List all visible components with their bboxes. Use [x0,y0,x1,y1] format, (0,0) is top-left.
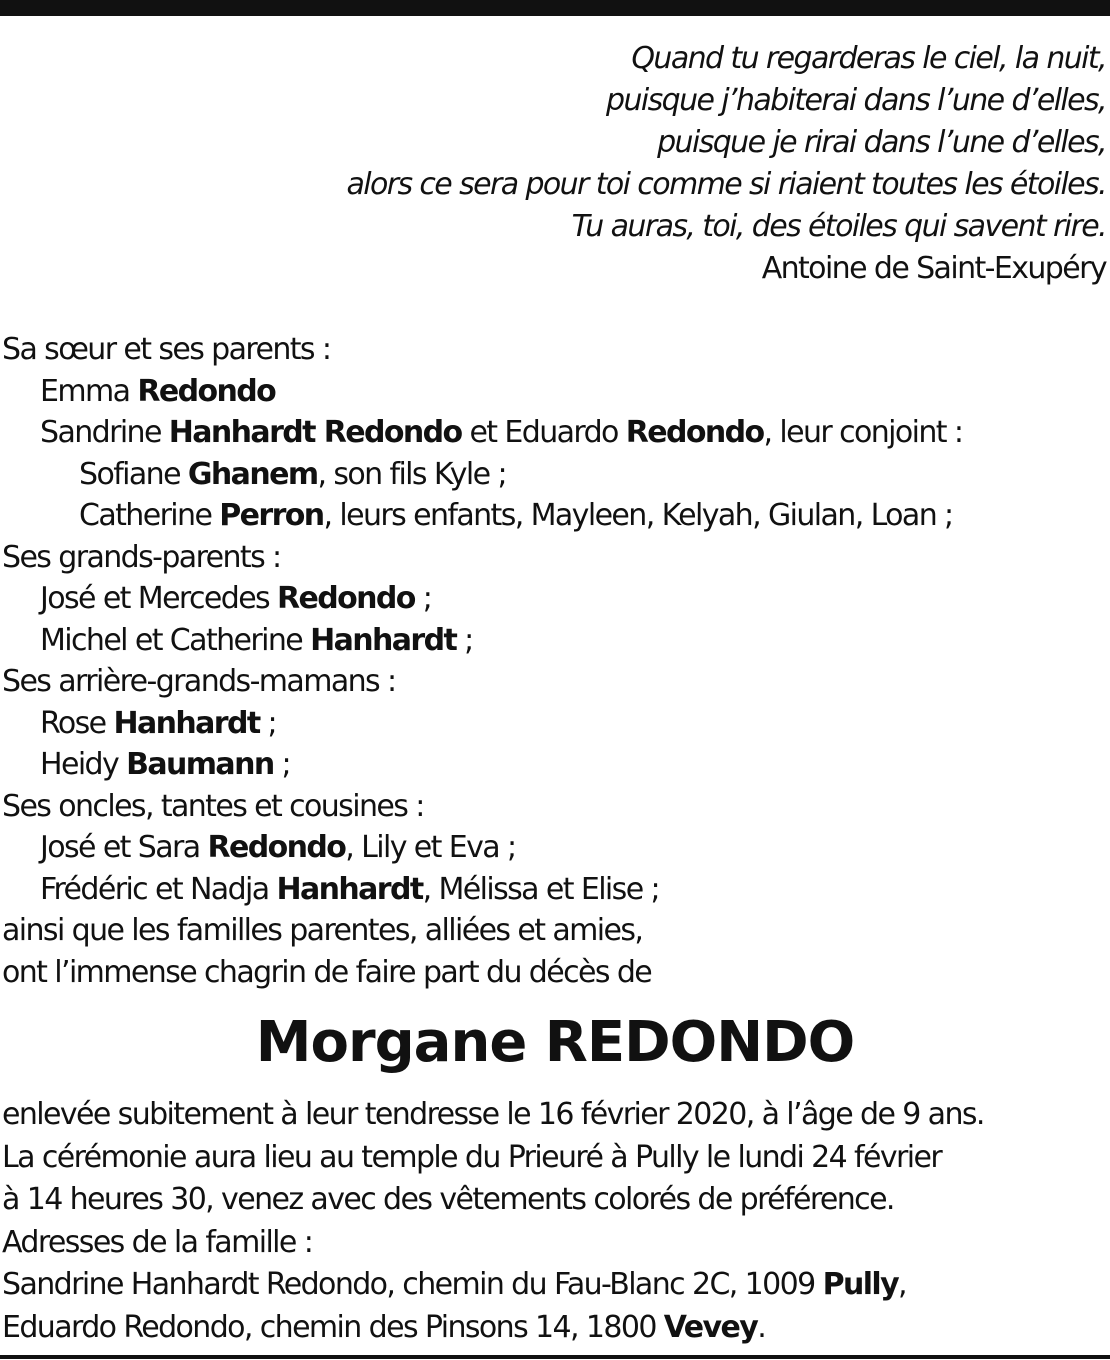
suffix-text: , Mélissa et Elise ; [422,871,659,907]
last-name: Perron [219,498,324,533]
poem-line: puisque je rirai dans l’une d’elles, [657,125,1106,160]
last-name: Hanhardt [113,705,260,741]
last-name: Ghanem [187,456,318,492]
family-list [2,329,1102,993]
first-name: Emma [40,373,130,409]
address-line [2,1264,1102,1307]
family-member-catherine-perron [2,495,1102,537]
addresses-heading: Adresses de la famille : [2,1224,313,1260]
poem-line: Tu auras, toi, des étoiles qui savent rire. [571,209,1106,244]
last-name: Redondo [277,581,415,616]
address-city: Vevey [663,1309,758,1345]
family-member-michel-catherine [2,620,1102,662]
epigraph-poem [106,38,1106,290]
family-member-sofiane [2,454,1102,496]
closing-line: à 14 heures 30, venez avec des vêtements colorés de préférence. [2,1182,894,1217]
family-member-jose-mercedes [2,578,1102,620]
suffix-text: ; [414,581,432,616]
first-name: Sandrine [40,415,161,450]
last-name: Redondo [625,415,764,450]
suffix-text: . [757,1309,766,1345]
closing-text [2,1094,1102,1349]
poem-line: Quand tu regarderas le ciel, la nuit, [631,41,1106,76]
bottom-rule [0,1355,1110,1359]
family-member-frederic-nadja [2,869,1102,911]
suffix-text: ; [273,747,291,782]
address-text: Sandrine Hanhardt Redondo, chemin du Fau-Blanc 2C, 1009 [2,1267,823,1302]
section-heading: Sa sœur et ses parents : [2,332,331,367]
last-name: Hanhardt [310,622,457,658]
family-member-rose [2,703,1102,745]
suffix-text: , son fils Kyle ; [317,456,506,492]
suffix-text: , leurs enfants, Mayleen, Kelyah, Giulan, Loan ; [323,498,953,533]
last-name: Baumann [126,747,274,782]
poem-author: Antoine de Saint-Exupéry [761,251,1106,286]
first-name: José et Sara [40,830,200,865]
first-name: Heidy [40,747,119,782]
section-heading: Ses arrière-grands-mamans : [2,664,396,699]
family-member-jose-sara [2,827,1102,869]
last-name: Hanhardt Redondo [168,415,462,450]
section-heading: Ses grands-parents : [2,539,281,575]
first-name: Frédéric et Nadja [40,871,269,907]
last-name: Redondo [137,373,276,409]
last-name: Hanhardt [276,871,423,907]
address-line [2,1307,1102,1350]
address-text: Eduardo Redondo, chemin des Pinsons 14, 1800 [2,1309,664,1345]
first-name: José et Mercedes [40,581,270,616]
section-heading: Ses oncles, tantes et cousines : [2,788,424,824]
family-member-parents [2,412,1102,454]
first-name: Sofiane [79,456,180,492]
families-line: ainsi que les familles parentes, alliées et amies, [2,913,643,948]
closing-line: enlevée subitement à leur tendresse le 16 février 2020, à l’âge de 9 ans. [2,1097,984,1132]
top-rule [0,0,1110,16]
suffix-text: , leur conjoint : [763,415,963,450]
suffix-text: ; [259,705,277,741]
family-member-heidy [2,744,1102,786]
family-member-emma [2,371,1102,413]
suffix-text: , [898,1267,906,1302]
announcement-line: ont l’immense chagrin de faire part du décès de [2,954,652,990]
poem-line: alors ce sera pour toi comme si riaient toutes les étoiles. [346,167,1106,202]
first-name: Rose [40,705,106,741]
deceased-name: Morgane REDONDO [255,1010,855,1075]
first-name: Catherine [79,498,212,533]
closing-line: La cérémonie aura lieu au temple du Prieuré à Pully le lundi 24 février [2,1139,942,1175]
address-city: Pully [822,1267,899,1302]
connector-text: et Eduardo [461,415,626,450]
first-name: Michel et Catherine [40,622,303,658]
poem-line: puisque j’habiterai dans l’une d’elles, [606,83,1106,118]
suffix-text: , Lily et Eva ; [345,830,516,865]
suffix-text: ; [456,622,473,658]
last-name: Redondo [207,830,346,865]
